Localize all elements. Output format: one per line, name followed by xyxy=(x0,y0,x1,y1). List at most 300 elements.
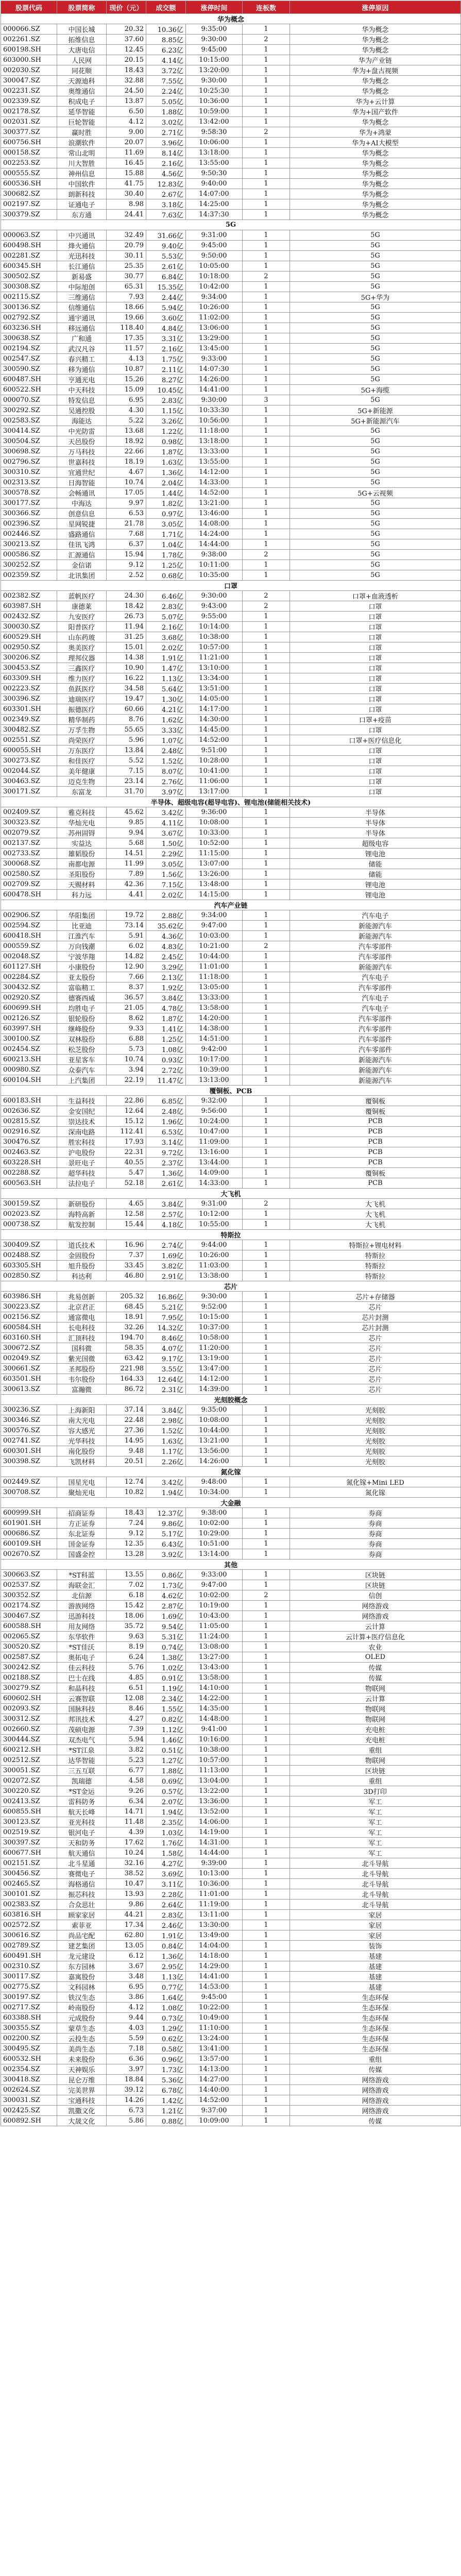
stock-code: 603160.SH xyxy=(1,1333,57,1343)
table-row[interactable] xyxy=(1,1323,461,1333)
table-row[interactable] xyxy=(1,1858,461,1869)
table-row[interactable] xyxy=(1,45,461,55)
table-row[interactable] xyxy=(1,24,461,35)
table-row[interactable] xyxy=(1,117,461,127)
table-row[interactable] xyxy=(1,1250,461,1261)
limit-reason: 物联网 xyxy=(290,1683,461,1693)
table-row[interactable] xyxy=(1,199,461,210)
turnover: 2.11亿 xyxy=(146,364,186,375)
table-row[interactable] xyxy=(1,1570,461,1580)
group-title: 半导体、超级电容(超导电容)、锂电池(储能相关技术) xyxy=(1,797,461,807)
table-row[interactable] xyxy=(1,2013,461,2023)
table-row[interactable] xyxy=(1,1817,461,1827)
price: 5.76 xyxy=(107,1663,146,1673)
stock-code: 002281.SZ xyxy=(1,251,57,261)
table-row[interactable] xyxy=(1,890,461,900)
table-row[interactable] xyxy=(1,509,461,519)
stock-code: 600522.SH xyxy=(1,385,57,395)
table-row[interactable] xyxy=(1,1724,461,1735)
limit-reason: 口罩 xyxy=(290,612,461,622)
table-row[interactable] xyxy=(1,1807,461,1817)
limit-reason: 云计算+医疗信息化 xyxy=(290,1632,461,1642)
table-row[interactable] xyxy=(1,86,461,96)
streak-count: 1 xyxy=(243,1518,290,1529)
stock-code: 002796.SZ xyxy=(1,457,57,467)
table-row[interactable] xyxy=(1,1776,461,1786)
table-row[interactable] xyxy=(1,1766,461,1776)
table-row[interactable] xyxy=(1,333,461,344)
table-row[interactable] xyxy=(1,807,461,818)
group-row xyxy=(1,1498,461,1508)
table-row[interactable] xyxy=(1,405,461,416)
table-row[interactable] xyxy=(1,210,461,220)
table-row[interactable] xyxy=(1,1106,461,1116)
table-row[interactable] xyxy=(1,2054,461,2064)
table-row[interactable] xyxy=(1,127,461,138)
limit-reason: PCB xyxy=(290,1137,461,1147)
table-row[interactable] xyxy=(1,478,461,488)
stock-code: 600055.SH xyxy=(1,745,57,756)
limit-up-table xyxy=(1,1,461,2126)
turnover: 2.29亿 xyxy=(146,849,186,859)
table-row[interactable] xyxy=(1,498,461,509)
price: 37.14 xyxy=(107,1405,146,1415)
price: 14.82 xyxy=(107,952,146,962)
stock-name: 亚星客车 xyxy=(57,1055,107,1065)
table-row[interactable] xyxy=(1,35,461,45)
table-row[interactable] xyxy=(1,1055,461,1065)
stock-code: 300432.SZ xyxy=(1,982,57,993)
table-row[interactable] xyxy=(1,107,461,117)
stock-name: 方正证券 xyxy=(57,1518,107,1529)
limit-time: 13:19:00 xyxy=(186,1353,243,1364)
limit-reason: 5G xyxy=(290,519,461,529)
table-row[interactable] xyxy=(1,1116,461,1127)
table-row[interactable] xyxy=(1,1827,461,1838)
limit-reason: 传媒 xyxy=(290,1663,461,1673)
table-row[interactable] xyxy=(1,1632,461,1642)
table-row[interactable] xyxy=(1,2023,461,2033)
table-row[interactable] xyxy=(1,776,461,787)
table-row[interactable] xyxy=(1,96,461,107)
table-row[interactable] xyxy=(1,1755,461,1766)
stock-code: 002093.SZ xyxy=(1,1704,57,1714)
table-row[interactable] xyxy=(1,1374,461,1384)
limit-reason: 口罩+血液透析 xyxy=(290,591,461,601)
stock-code: 300068.SZ xyxy=(1,859,57,869)
stock-code: 002310.SZ xyxy=(1,1961,57,1972)
table-row[interactable] xyxy=(1,766,461,776)
streak-count: 1 xyxy=(243,539,290,550)
table-row[interactable] xyxy=(1,1137,461,1147)
table-row[interactable] xyxy=(1,879,461,890)
header-price[interactable]: 现价（元） xyxy=(107,1,146,14)
table-row[interactable] xyxy=(1,1446,461,1456)
table-row[interactable] xyxy=(1,1127,461,1137)
table-row[interactable] xyxy=(1,1735,461,1745)
turnover: 0.98亿 xyxy=(146,436,186,447)
table-row[interactable] xyxy=(1,354,461,364)
table-row[interactable] xyxy=(1,663,461,673)
table-row[interactable] xyxy=(1,2095,461,2106)
limit-time: 14:52:00 xyxy=(186,735,243,745)
table-row[interactable] xyxy=(1,725,461,735)
stock-name: 雄韬股份 xyxy=(57,849,107,859)
table-row[interactable] xyxy=(1,612,461,622)
table-row[interactable] xyxy=(1,529,461,539)
table-row[interactable] xyxy=(1,2044,461,2054)
table-row[interactable] xyxy=(1,1044,461,1055)
stock-code: 300279.SZ xyxy=(1,1683,57,1693)
table-row[interactable] xyxy=(1,1745,461,1755)
table-row[interactable] xyxy=(1,1900,461,1910)
table-row[interactable] xyxy=(1,1621,461,1632)
streak-count: 2 xyxy=(243,591,290,601)
turnover: 1.52亿 xyxy=(146,756,186,766)
table-row[interactable] xyxy=(1,364,461,375)
table-row[interactable] xyxy=(1,1714,461,1724)
table-row[interactable] xyxy=(1,1003,461,1013)
table-row[interactable] xyxy=(1,251,461,261)
table-row[interactable] xyxy=(1,447,461,457)
streak-count: 1 xyxy=(243,138,290,148)
table-row[interactable] xyxy=(1,622,461,632)
table-row[interactable] xyxy=(1,869,461,879)
limit-reason: PCB xyxy=(290,1147,461,1158)
table-row[interactable] xyxy=(1,1920,461,1930)
table-row[interactable] xyxy=(1,745,461,756)
table-row[interactable] xyxy=(1,189,461,199)
limit-time: 9:56:00 xyxy=(186,1106,243,1116)
table-row[interactable] xyxy=(1,591,461,601)
table-row[interactable] xyxy=(1,1312,461,1323)
table-row[interactable] xyxy=(1,55,461,65)
streak-count: 1 xyxy=(243,745,290,756)
streak-count: 1 xyxy=(243,251,290,261)
table-row[interactable] xyxy=(1,138,461,148)
table-row[interactable] xyxy=(1,1549,461,1560)
table-row[interactable] xyxy=(1,787,461,797)
table-row[interactable] xyxy=(1,653,461,663)
table-row[interactable] xyxy=(1,323,461,333)
stock-code: 300030.SZ xyxy=(1,622,57,632)
limit-time: 14:07:00 xyxy=(186,189,243,199)
table-row[interactable] xyxy=(1,910,461,921)
table-row[interactable] xyxy=(1,962,461,972)
limit-reason: 云计算 xyxy=(290,1693,461,1704)
limit-time: 11:21:00 xyxy=(186,653,243,663)
table-row[interactable] xyxy=(1,1487,461,1498)
table-row[interactable] xyxy=(1,1508,461,1518)
limit-reason: 新能源汽车 xyxy=(290,921,461,931)
table-row[interactable] xyxy=(1,158,461,168)
stock-code: 603228.SH xyxy=(1,1158,57,1168)
table-row[interactable] xyxy=(1,1436,461,1446)
price: 4.12 xyxy=(107,117,146,127)
table-row[interactable] xyxy=(1,1302,461,1312)
table-row[interactable] xyxy=(1,272,461,282)
limit-time: 13:43:00 xyxy=(186,1663,243,1673)
table-row[interactable] xyxy=(1,1580,461,1590)
turnover: 2.16亿 xyxy=(146,622,186,632)
header-row xyxy=(1,1,461,14)
table-row[interactable] xyxy=(1,1353,461,1364)
streak-count: 1 xyxy=(243,241,290,251)
table-row[interactable] xyxy=(1,1518,461,1529)
table-row[interactable] xyxy=(1,828,461,838)
table-row[interactable] xyxy=(1,1240,461,1250)
streak-count: 1 xyxy=(243,1786,290,1797)
table-row[interactable] xyxy=(1,395,461,405)
header-name[interactable]: 股票简称 xyxy=(57,1,107,14)
table-row[interactable] xyxy=(1,1683,461,1693)
table-row[interactable] xyxy=(1,261,461,272)
table-row[interactable] xyxy=(1,982,461,993)
turnover: 2.57亿 xyxy=(146,1209,186,1219)
table-row[interactable] xyxy=(1,179,461,189)
table-row[interactable] xyxy=(1,972,461,982)
price: 7.18 xyxy=(107,2044,146,2054)
table-row[interactable] xyxy=(1,1426,461,1436)
table-row[interactable] xyxy=(1,230,461,241)
table-row[interactable] xyxy=(1,1951,461,1961)
table-row[interactable] xyxy=(1,302,461,313)
stock-name: 万马科技 xyxy=(57,447,107,457)
table-row[interactable] xyxy=(1,1024,461,1034)
table-row[interactable] xyxy=(1,704,461,715)
limit-reason: 北斗导航 xyxy=(290,1889,461,1900)
table-row[interactable] xyxy=(1,1343,461,1353)
table-row[interactable] xyxy=(1,1096,461,1106)
table-row[interactable] xyxy=(1,1652,461,1663)
table-row[interactable] xyxy=(1,65,461,76)
table-row[interactable] xyxy=(1,76,461,86)
table-row[interactable] xyxy=(1,282,461,292)
table-row[interactable] xyxy=(1,519,461,529)
table-row[interactable] xyxy=(1,1663,461,1673)
table-row[interactable] xyxy=(1,313,461,323)
price: 5.91 xyxy=(107,931,146,941)
limit-time: 13:10:00 xyxy=(186,663,243,673)
table-row[interactable] xyxy=(1,1013,461,1024)
limit-reason: 覆铜板 xyxy=(290,1106,461,1116)
table-row[interactable] xyxy=(1,457,461,467)
streak-count: 1 xyxy=(243,509,290,519)
limit-time: 9:31:00 xyxy=(186,230,243,241)
table-row[interactable] xyxy=(1,1384,461,1395)
table-row[interactable] xyxy=(1,1178,461,1189)
table-row[interactable] xyxy=(1,952,461,962)
table-row[interactable] xyxy=(1,2085,461,2095)
streak-count: 1 xyxy=(243,199,290,210)
table-row[interactable] xyxy=(1,1261,461,1271)
table-row[interactable] xyxy=(1,1209,461,1219)
table-row[interactable] xyxy=(1,1704,461,1714)
table-row[interactable] xyxy=(1,735,461,745)
turnover: 1.36亿 xyxy=(146,1168,186,1178)
streak-count: 1 xyxy=(243,354,290,364)
table-row[interactable] xyxy=(1,642,461,653)
table-row[interactable] xyxy=(1,148,461,158)
table-row[interactable] xyxy=(1,560,461,570)
table-row[interactable] xyxy=(1,1415,461,1426)
table-row[interactable] xyxy=(1,632,461,642)
stock-name: 佳讯飞鸿 xyxy=(57,539,107,550)
table-row[interactable] xyxy=(1,375,461,385)
table-row[interactable] xyxy=(1,931,461,941)
table-row[interactable] xyxy=(1,941,461,952)
table-row[interactable] xyxy=(1,2075,461,2085)
streak-count: 1 xyxy=(243,1745,290,1755)
table-row[interactable] xyxy=(1,436,461,447)
table-row[interactable] xyxy=(1,859,461,869)
table-row[interactable] xyxy=(1,426,461,436)
stock-code: 601127.SH xyxy=(1,962,57,972)
table-row[interactable] xyxy=(1,1147,461,1158)
table-row[interactable] xyxy=(1,1199,461,1209)
table-row[interactable] xyxy=(1,1529,461,1539)
stock-name: 佳云科技 xyxy=(57,1663,107,1673)
table-row[interactable] xyxy=(1,2116,461,2126)
stock-name: 三维通信 xyxy=(57,292,107,302)
table-row[interactable] xyxy=(1,1168,461,1178)
table-row[interactable] xyxy=(1,467,461,478)
table-row[interactable] xyxy=(1,2003,461,2013)
table-row[interactable] xyxy=(1,1405,461,1415)
limit-reason: 5G xyxy=(290,344,461,354)
table-row[interactable] xyxy=(1,673,461,684)
table-row[interactable] xyxy=(1,1292,461,1302)
streak-count: 1 xyxy=(243,2106,290,2116)
limit-reason: 5G xyxy=(290,375,461,385)
table-row[interactable] xyxy=(1,344,461,354)
table-row[interactable] xyxy=(1,416,461,426)
stock-code: 600491.SH xyxy=(1,1951,57,1961)
table-row[interactable] xyxy=(1,921,461,931)
table-row[interactable] xyxy=(1,756,461,766)
header-reason[interactable]: 涨停原因 xyxy=(290,1,461,14)
table-row[interactable] xyxy=(1,1601,461,1611)
turnover: 3.18亿 xyxy=(146,199,186,210)
table-row[interactable] xyxy=(1,849,461,859)
table-row[interactable] xyxy=(1,993,461,1003)
table-row[interactable] xyxy=(1,1642,461,1652)
table-row[interactable] xyxy=(1,715,461,725)
table-row[interactable] xyxy=(1,838,461,849)
table-row[interactable] xyxy=(1,2106,461,2116)
table-row[interactable] xyxy=(1,1333,461,1343)
stock-name: 云投生态 xyxy=(57,2033,107,2044)
price: 6.88 xyxy=(107,1034,146,1044)
table-row[interactable] xyxy=(1,1848,461,1858)
table-row[interactable] xyxy=(1,2064,461,2075)
limit-time: 13:36:00 xyxy=(186,1797,243,1807)
table-row[interactable] xyxy=(1,550,461,560)
table-row[interactable] xyxy=(1,1961,461,1972)
stock-name: 小康股份 xyxy=(57,962,107,972)
table-row[interactable] xyxy=(1,1219,461,1230)
table-row[interactable] xyxy=(1,1941,461,1951)
table-row[interactable] xyxy=(1,1972,461,1982)
turnover: 7.15亿 xyxy=(146,879,186,890)
header-limit-time[interactable]: 涨停时间 xyxy=(186,1,243,14)
table-row[interactable] xyxy=(1,570,461,581)
table-row[interactable] xyxy=(1,1910,461,1920)
stock-code: 002383.SZ xyxy=(1,1900,57,1910)
limit-time: 10:12:00 xyxy=(186,1209,243,1219)
limit-reason: PCB xyxy=(290,1178,461,1189)
table-row[interactable] xyxy=(1,1982,461,1992)
table-row[interactable] xyxy=(1,385,461,395)
stock-name: 日海智能 xyxy=(57,478,107,488)
table-row[interactable] xyxy=(1,539,461,550)
stock-name: 邦讯技术 xyxy=(57,1714,107,1724)
table-row[interactable] xyxy=(1,1477,461,1487)
table-row[interactable] xyxy=(1,488,461,498)
streak-count: 1 xyxy=(243,622,290,632)
header-streak[interactable]: 连板数 xyxy=(243,1,290,14)
table-row[interactable] xyxy=(1,1456,461,1467)
price: 15.01 xyxy=(107,642,146,653)
stock-name: 信维通信 xyxy=(57,302,107,313)
table-row[interactable] xyxy=(1,1930,461,1941)
header-code[interactable]: 股票代码 xyxy=(1,1,57,14)
header-turnover[interactable]: 成交额 xyxy=(146,1,186,14)
table-row[interactable] xyxy=(1,1590,461,1601)
table-row[interactable] xyxy=(1,2033,461,2044)
limit-reason: 芯片 xyxy=(290,1333,461,1343)
table-row[interactable] xyxy=(1,1158,461,1168)
table-row[interactable] xyxy=(1,1992,461,2003)
table-row[interactable] xyxy=(1,694,461,704)
table-row[interactable] xyxy=(1,1786,461,1797)
price: 5.96 xyxy=(107,735,146,745)
stock-code: 300366.SZ xyxy=(1,509,57,519)
stock-code: 002775.SZ xyxy=(1,1982,57,1992)
limit-reason: 重组 xyxy=(290,1776,461,1786)
price: 11.94 xyxy=(107,622,146,632)
table-row[interactable] xyxy=(1,1034,461,1044)
table-row[interactable] xyxy=(1,292,461,302)
table-row[interactable] xyxy=(1,1693,461,1704)
table-row[interactable] xyxy=(1,1075,461,1086)
table-row[interactable] xyxy=(1,241,461,251)
streak-count: 1 xyxy=(243,766,290,776)
table-row[interactable] xyxy=(1,1673,461,1683)
streak-count: 1 xyxy=(243,1683,290,1693)
turnover: 1.56亿 xyxy=(146,869,186,879)
table-row[interactable] xyxy=(1,1838,461,1848)
table-row[interactable] xyxy=(1,1539,461,1549)
stock-code: 300638.SZ xyxy=(1,333,57,344)
table-row[interactable] xyxy=(1,1869,461,1879)
table-row[interactable] xyxy=(1,1364,461,1374)
table-row[interactable] xyxy=(1,168,461,179)
limit-time: 10:37:00 xyxy=(186,1323,243,1333)
table-row[interactable] xyxy=(1,601,461,612)
table-row[interactable] xyxy=(1,1879,461,1889)
table-row[interactable] xyxy=(1,818,461,828)
table-row[interactable] xyxy=(1,1271,461,1281)
stock-name: 亚光科技 xyxy=(57,1817,107,1827)
table-row[interactable] xyxy=(1,1611,461,1621)
table-row[interactable] xyxy=(1,1797,461,1807)
table-row[interactable] xyxy=(1,1889,461,1900)
table-row[interactable] xyxy=(1,684,461,694)
streak-count: 1 xyxy=(243,1693,290,1704)
limit-reason: 华为概念 xyxy=(290,45,461,55)
table-row[interactable] xyxy=(1,1065,461,1075)
